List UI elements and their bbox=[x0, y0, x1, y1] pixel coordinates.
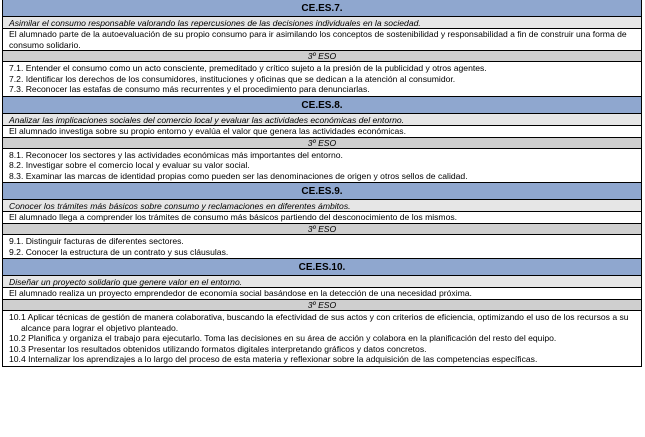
list-item: 8.2. Investigar sobre el comercio local y evaluar su valor social. bbox=[9, 160, 250, 170]
criterion-code: CE.ES.9. bbox=[3, 183, 641, 200]
list-item: 10.4 Internalizar los aprendizajes a lo largo del proceso de esta materia y reflexionar sobre la adquisición de las competencias específicas. bbox=[9, 354, 538, 364]
criterion-code: CE.ES.8. bbox=[3, 97, 641, 114]
list-item: 9.2. Conocer la estructura de un contrato y sus cláusulas. bbox=[9, 246, 229, 257]
criterion-subtitle: Analizar las implicaciones sociales del comercio local y evaluar las actividades económicas del entorno. bbox=[3, 114, 641, 126]
criterion-subtitle: Diseñar un proyecto solidario que genere valor en el entorno. bbox=[3, 276, 641, 288]
list-item: 7.2. Identificar los derechos de los consumidores, instituciones y oficinas que se dedican a la atención al consumidor. bbox=[9, 73, 456, 84]
criterion-subtitle: Asimilar el consumo responsable valorando las repercusiones de las decisiones individuales en la sociedad. bbox=[3, 17, 641, 29]
list-item: 7.1. Entender el consumo como un acto consciente, premeditado y crítico sujeto a la presión de la publicidad y otros agentes. bbox=[9, 63, 487, 73]
list-item: 10.2 Planifica y organiza el trabajo para ejecutarlo. Toma las decisiones en su área de acción y colabora en la planificación del resto del equipo. bbox=[9, 333, 557, 343]
level-label: 3º ESO bbox=[3, 224, 641, 235]
level-label: 3º ESO bbox=[3, 138, 641, 149]
list-item: 10.3 Presentar los resultados obtenidos utilizando formatos digitales interpretando gráficos y datos concretos. bbox=[9, 343, 427, 354]
criterion-items bbox=[3, 62, 641, 97]
criterion-items bbox=[3, 149, 641, 184]
criterion-description: El alumnado llega a comprender los trámites de consumo más básicos partiendo del desconocimiento de los mismos. bbox=[3, 212, 641, 224]
list-item: 8.3. Examinar las marcas de identidad propias como pueden ser las denominaciones de origen y otros sellos de calidad. bbox=[9, 170, 468, 181]
criterion-subtitle: Conocer los trámites más básicos sobre consumo y reclamaciones en diferentes ámbitos. bbox=[3, 200, 641, 212]
criterion-items bbox=[3, 235, 641, 259]
criteria-table bbox=[2, 0, 642, 367]
criterion-code: CE.ES.10. bbox=[3, 259, 641, 276]
criterion-description: El alumnado realiza un proyecto emprendedor de economía social basándose en la detección de una necesidad próxima. bbox=[3, 288, 641, 300]
criterion-code: CE.ES.7. bbox=[3, 0, 641, 17]
level-label: 3º ESO bbox=[3, 51, 641, 62]
criterion-description: El alumnado parte de la autoevaluación de su propio consumo para ir asimilando los conceptos de sostenibilidad y responsabilidad a fin de construir una forma de consumo solidario. bbox=[3, 29, 641, 51]
list-item: 10.1 Aplicar técnicas de gestión de manera colaborativa, buscando la efectividad de sus actos y con criterios de eficiencia, optimizando el uso de los recursos a su alcance para lograr el objetivo planteado. bbox=[9, 312, 629, 333]
list-item: 9.1. Distinguir facturas de diferentes sectores. bbox=[9, 236, 184, 246]
criterion-items bbox=[3, 311, 641, 367]
level-label: 3º ESO bbox=[3, 300, 641, 311]
criterion-description: El alumnado investiga sobre su propio entorno y evalúa el valor que genera las actividades económicas. bbox=[3, 126, 641, 138]
list-item: 7.3. Reconocer las estafas de consumo más recurrentes y el procedimiento para denunciarlas. bbox=[9, 84, 370, 94]
list-item: 8.1. Reconocer los sectores y las actividades económicas más importantes del entorno. bbox=[9, 149, 343, 160]
